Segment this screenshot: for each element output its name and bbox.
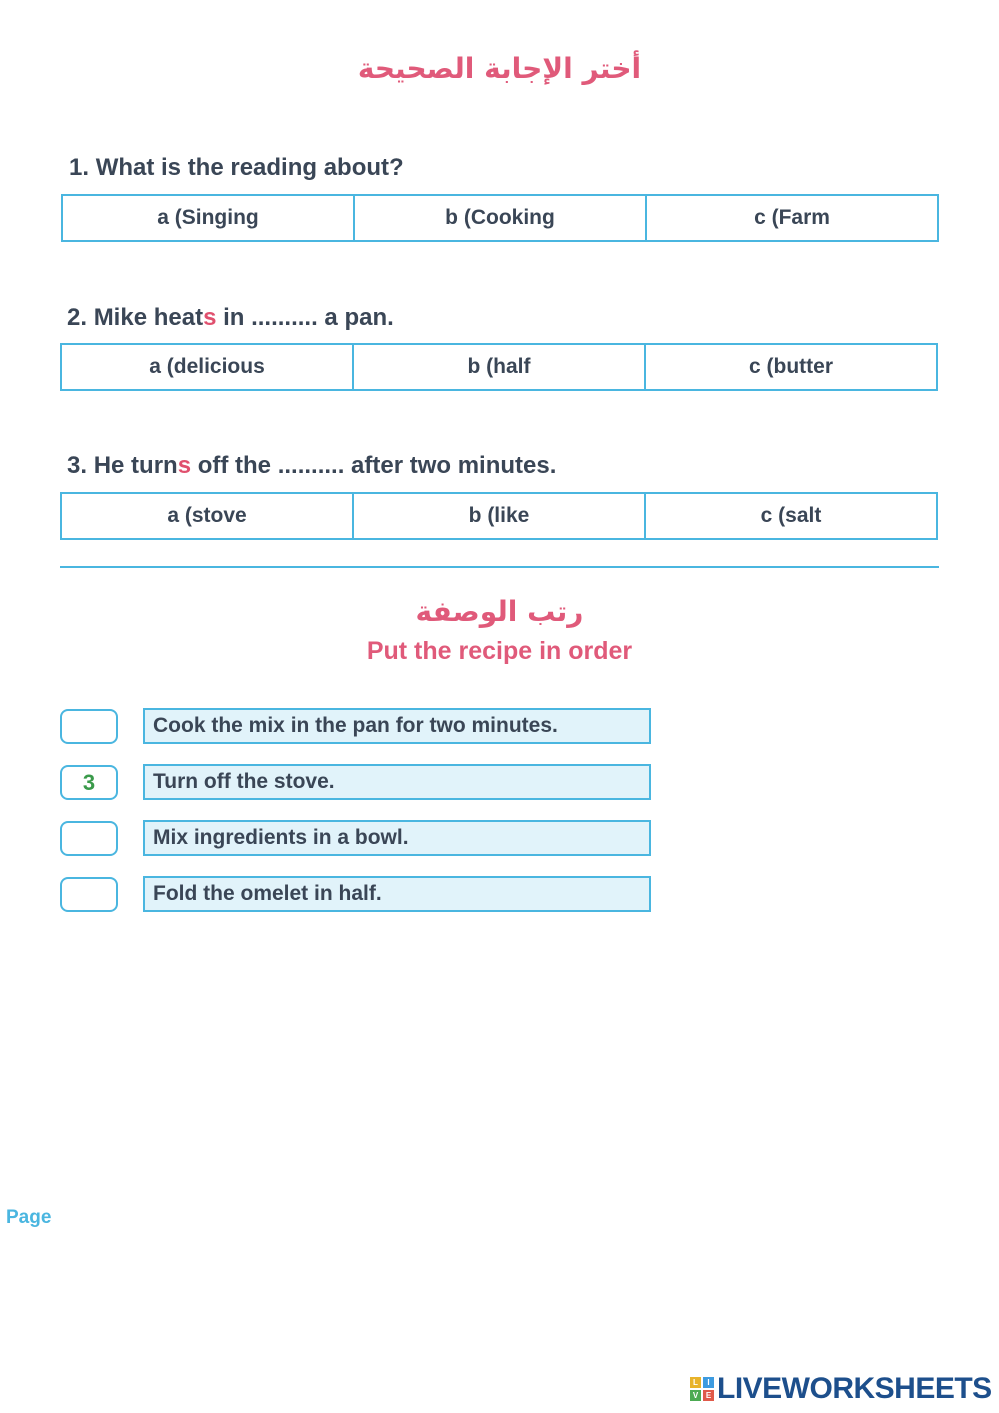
order-number-input[interactable] <box>60 877 118 912</box>
page-label: Page <box>6 1207 52 1228</box>
liveworksheets-logo[interactable] <box>690 1372 992 1406</box>
question-number: 2. <box>67 304 88 331</box>
ordering-title-ar: رتب الوصفة <box>415 595 584 628</box>
question-highlight: s <box>177 452 192 479</box>
order-number-input[interactable]: 3 <box>60 765 118 800</box>
question-2-options <box>60 343 938 391</box>
question-number: 3. <box>67 452 88 479</box>
question-1 <box>69 154 404 182</box>
logo-letter: V <box>690 1390 701 1401</box>
option-a[interactable]: a (Singing <box>63 196 355 240</box>
option-b[interactable]: b (half <box>354 345 646 389</box>
brand-name: LIVEWORKSHEETS <box>717 1372 992 1405</box>
recipe-step: Fold the omelet in half. <box>143 876 651 912</box>
section-title-choose: أختر الإجابة الصحيحة <box>357 52 642 85</box>
logo-letter: E <box>703 1390 714 1401</box>
question-1-options <box>61 194 939 242</box>
ordering-title-en: Put the recipe in order <box>366 637 633 665</box>
option-a[interactable]: a (delicious <box>62 345 354 389</box>
recipe-step: Turn off the stove. <box>143 764 651 800</box>
option-c[interactable]: c (butter <box>749 355 833 378</box>
order-number-input[interactable] <box>60 709 118 744</box>
section-divider <box>60 566 939 568</box>
logo-letter: I <box>703 1377 714 1388</box>
question-text: What is the reading about? <box>95 154 404 181</box>
option-b[interactable]: b (Cooking <box>355 196 647 240</box>
option-b[interactable]: b (like <box>354 494 646 538</box>
question-text: Mike heat <box>93 304 204 331</box>
option-c[interactable]: c (Farm <box>754 206 830 229</box>
question-text-after: off the .......... after two minutes. <box>191 452 557 479</box>
question-3 <box>67 452 556 480</box>
question-2 <box>67 304 394 332</box>
question-text-after: in .......... a pan. <box>216 304 394 331</box>
logo-letter: L <box>690 1377 701 1388</box>
question-text: He turn <box>93 452 178 479</box>
order-number-input[interactable] <box>60 821 118 856</box>
option-a[interactable]: a (stove <box>62 494 354 538</box>
question-highlight: s <box>203 304 217 331</box>
brand-icon <box>690 1377 714 1401</box>
question-number: 1. <box>69 154 90 181</box>
recipe-step: Cook the mix in the pan for two minutes. <box>143 708 651 744</box>
recipe-step: Mix ingredients in a bowl. <box>143 820 651 856</box>
question-3-options <box>60 492 938 540</box>
option-c[interactable]: c (salt <box>760 504 822 527</box>
